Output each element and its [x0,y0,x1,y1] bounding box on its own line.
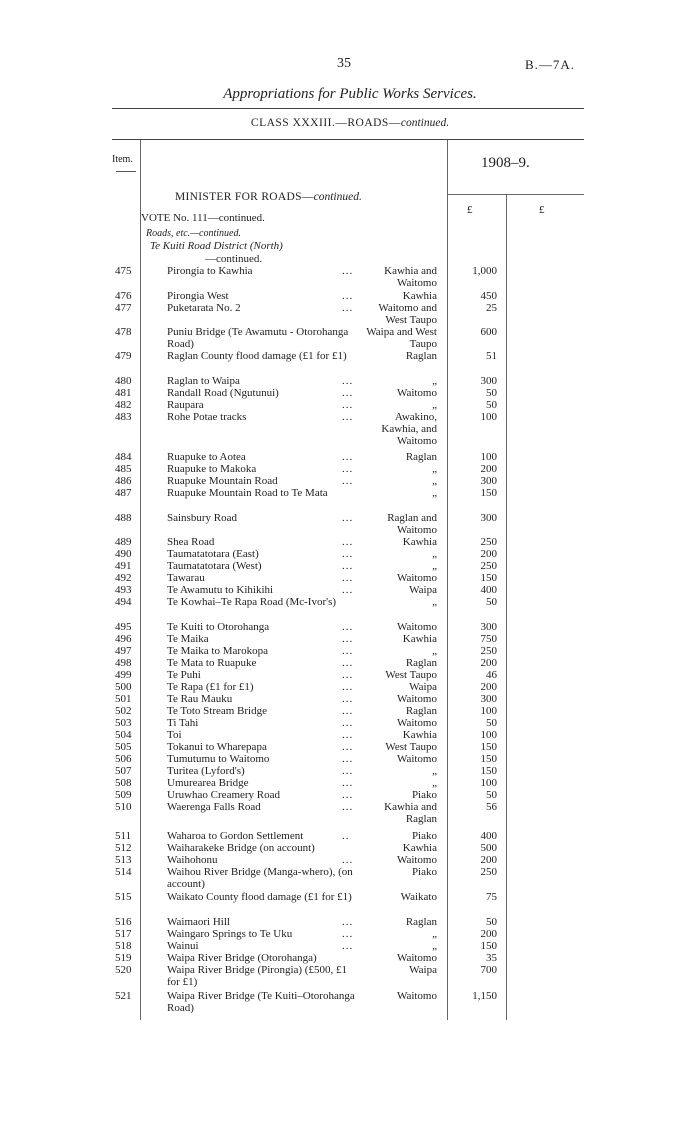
leader-dots: ... [342,572,354,584]
item-number: 486 [115,475,132,487]
road-district: Raglan [405,350,437,362]
road-name: Waiharakeke Bridge (on account) [167,842,315,854]
amount: 500 [480,842,497,854]
road-district: Kawhia and Waitomo [384,265,437,289]
amount: 200 [480,928,497,940]
item-number: 496 [115,633,132,645]
item-number: 521 [115,990,132,1002]
amount: 56 [486,801,497,813]
item-number: 488 [115,512,132,524]
item-number: 509 [115,789,132,801]
road-name: Waharoa to Gordon Settlement [167,830,304,842]
amount-column-divider [506,195,507,1020]
leader-dots: ... [342,717,354,729]
road-district: Waitomo [396,387,437,399]
class-heading-main: CLASS XXXIII.—ROADS— [250,117,401,129]
amount: 100 [480,729,497,741]
amount: 50 [486,916,497,928]
amount: 400 [480,584,497,596]
road-name: Tokanui to Wharepapa [167,741,267,753]
road-name: Raupara [167,399,204,411]
road-district: Waitomo [396,572,437,584]
amount: 200 [480,657,497,669]
road-district: Piako [411,830,437,842]
item-number: 490 [115,548,132,560]
item-number: 477 [115,302,132,314]
roads-subheading: Roads, etc.—continued. [146,228,241,239]
amount: 250 [480,560,497,572]
pound-sign-left: £ [467,204,473,216]
road-district: Waitomo [396,990,437,1002]
leader-dots: ... [342,265,354,277]
road-district: „ [432,940,437,952]
road-name: Te Awamutu to Kihikihi [167,584,274,596]
item-number: 489 [115,536,132,548]
item-number: 480 [115,375,132,387]
road-district: Waipa [409,584,437,596]
leader-dots: ... [342,645,354,657]
road-name: Pirongia to Kawhia [167,265,253,277]
item-number: 499 [115,669,132,681]
item-number: 498 [115,657,132,669]
item-number: 492 [115,572,132,584]
road-name: Te Maika [167,633,209,645]
road-name: Uruwhao Creamery Road [167,789,281,801]
item-number: 515 [115,891,132,903]
title-rule [112,108,584,109]
road-district: „ [432,399,437,411]
item-number: 501 [115,693,132,705]
road-district: Kawhia [402,290,437,302]
item-number: 481 [115,387,132,399]
district-heading-continued: —continued. [205,253,263,265]
road-name: Te Puhi [167,669,201,681]
minister-heading-main: MINISTER FOR ROADS— [175,191,314,203]
road-name: Waimaori Hill [167,916,230,928]
leader-dots: ... [342,375,354,387]
leader-dots: ... [342,475,354,487]
road-name: Puketarata No. 2 [167,302,241,314]
minister-heading-continued: continued. [313,191,362,203]
leader-dots: ... [342,681,354,693]
leader-dots: ... [342,387,354,399]
item-number: 497 [115,645,132,657]
amount: 35 [486,952,497,964]
amount: 150 [480,940,497,952]
road-name: Te Toto Stream Bridge [167,705,267,717]
road-district: „ [432,645,437,657]
road-district: „ [432,487,437,499]
item-number: 476 [115,290,132,302]
road-name: Waingaro Springs to Te Uku [167,928,293,940]
road-district: Waitomo [396,854,437,866]
item-number: 517 [115,928,132,940]
road-name: Wainui [167,940,199,952]
road-district: Waitomo [396,693,437,705]
amount: 400 [480,830,497,842]
amount: 750 [480,633,497,645]
district-heading: Te Kuiti Road District (North) [150,240,283,252]
road-name: Raglan County flood damage (£1 for £1) [167,350,347,362]
road-name: Ruapuke to Aotea [167,451,246,463]
road-district: Piako [411,789,437,801]
leader-dots: ... [342,741,354,753]
road-district: Waitomo [396,621,437,633]
amount: 200 [480,548,497,560]
road-district: Kawhia [402,842,437,854]
leader-dots: .. [342,830,350,842]
document-reference: B.—7A. [525,57,576,72]
amount: 700 [480,964,497,976]
amount: 600 [480,326,497,338]
item-number: 506 [115,753,132,765]
road-district: Raglan [405,451,437,463]
amount: 300 [480,375,497,387]
year-header-rule [447,194,584,195]
leader-dots: ... [342,854,354,866]
leader-dots: ... [342,789,354,801]
item-column-header: Item. [112,154,133,165]
road-district: „ [432,560,437,572]
road-district: „ [432,375,437,387]
leader-dots: ... [342,765,354,777]
road-district: Awakino, Kawhia, and Waitomo [381,411,437,447]
amount: 100 [480,705,497,717]
road-name: Ruapuke Mountain Road [167,475,278,487]
amount: 100 [480,451,497,463]
minister-heading [175,191,362,203]
item-number: 511 [115,830,132,842]
item-number: 500 [115,681,132,693]
road-district: Kawhia [402,633,437,645]
vote-heading: VOTE No. 111—continued. [141,212,265,224]
leader-dots: ... [342,302,354,314]
amount: 75 [486,891,497,903]
leader-dots: ... [342,290,354,302]
amount: 150 [480,487,497,499]
road-district: Waitomo [396,753,437,765]
road-name: Turitea (Lyford's) [167,765,245,777]
leader-dots: ... [342,463,354,475]
amount: 200 [480,463,497,475]
item-number: 518 [115,940,132,952]
road-district: West Taupo [385,741,437,753]
road-district: Kawhia and Raglan [384,801,437,825]
amount: 150 [480,765,497,777]
leader-dots: ... [342,512,354,524]
leader-dots: ... [342,621,354,633]
road-district: Waitomo [396,952,437,964]
class-heading [0,117,700,129]
road-name: Randall Road (Ngutunui) [167,387,279,399]
pound-sign-right: £ [539,204,545,216]
leader-dots: ... [342,729,354,741]
amount: 25 [486,302,497,314]
road-name: Te Rapa (£1 for £1) [167,681,254,693]
item-number: 475 [115,265,132,277]
item-number: 491 [115,560,132,572]
road-name: Waerenga Falls Road [167,801,261,813]
leader-dots: ... [342,560,354,572]
amount: 1,150 [472,990,497,1002]
road-district: Piako [411,866,437,878]
leader-dots: ... [342,928,354,940]
item-number: 512 [115,842,132,854]
item-number: 513 [115,854,132,866]
item-number: 495 [115,621,132,633]
road-district: Waipa [409,681,437,693]
road-district: Waipa and West Taupo [366,326,437,350]
amount: 300 [480,693,497,705]
item-number: 520 [115,964,132,976]
leader-dots: ... [342,657,354,669]
item-number: 514 [115,866,132,878]
road-name: Te Rau Mauku [167,693,233,705]
item-number: 510 [115,801,132,813]
leader-dots: ... [342,753,354,765]
leader-dots: ... [342,633,354,645]
amount: 250 [480,866,497,878]
item-number: 482 [115,399,132,411]
road-district: „ [432,765,437,777]
item-number: 505 [115,741,132,753]
road-district: „ [432,596,437,608]
leader-dots: ... [342,916,354,928]
road-name: Shea Road [167,536,215,548]
leader-dots: ... [342,548,354,560]
item-number: 508 [115,777,132,789]
item-number: 502 [115,705,132,717]
item-number: 483 [115,411,132,423]
item-number: 504 [115,729,132,741]
item-number: 503 [115,717,132,729]
leader-dots: ... [342,584,354,596]
road-name: Waipa River Bridge (Te Kuiti–Otorohanga Road) [167,990,355,1014]
item-number: 478 [115,326,132,338]
page-title: Appropriations for Public Works Services. [223,86,477,102]
amount: 300 [480,621,497,633]
class-heading-continued: continued. [400,117,450,129]
leader-dots: ... [342,705,354,717]
amount: 100 [480,411,497,423]
road-district: „ [432,928,437,940]
amount: 250 [480,645,497,657]
road-name: Te Kowhai–Te Rapa Road (Mc-Ivor's) [167,596,337,608]
leader-dots: ... [342,777,354,789]
amount: 51 [486,350,497,362]
road-district: „ [432,548,437,560]
item-number: 519 [115,952,132,964]
leader-dots: ... [342,801,354,813]
road-name: Rohe Potae tracks [167,411,247,423]
road-name: Waipa River Bridge (Pirongia) (£500, £1 for £1) [167,964,347,988]
road-name: Toi [167,729,182,741]
amount: 450 [480,290,497,302]
amount: 200 [480,854,497,866]
amount: 50 [486,717,497,729]
road-name: Tumutumu to Waitomo [167,753,270,765]
road-district: Waitomo and West Taupo [378,302,437,326]
road-district: West Taupo [385,669,437,681]
road-name: Sainsbury Road [167,512,237,524]
amount: 50 [486,789,497,801]
amount: 50 [486,596,497,608]
district-column-divider [447,140,448,1020]
amount: 150 [480,741,497,753]
road-district: Kawhia [402,536,437,548]
road-name: Ti Tahi [167,717,199,729]
table-top-rule [112,139,584,140]
leader-dots: ... [342,536,354,548]
item-number: 494 [115,596,132,608]
road-district: Raglan [405,705,437,717]
amount: 50 [486,399,497,411]
road-name: Te Mata to Ruapuke [167,657,257,669]
road-district: Kawhia [402,729,437,741]
item-number: 493 [115,584,132,596]
road-name: Ruapuke to Makoka [167,463,257,475]
amount: 150 [480,753,497,765]
road-district: Waipa [409,964,437,976]
road-name: Taumatatotara (West) [167,560,262,572]
item-header-underline [116,171,136,172]
amount: 150 [480,572,497,584]
road-name: Ruapuke Mountain Road to Te Mata [167,487,328,499]
item-number: 484 [115,451,132,463]
road-district: „ [432,777,437,789]
road-name: Tawarau [167,572,205,584]
amount: 300 [480,475,497,487]
page-number: 35 [337,56,351,71]
leader-dots: ... [342,669,354,681]
item-number: 507 [115,765,132,777]
leader-dots: ... [342,399,354,411]
leader-dots: ... [342,693,354,705]
road-name: Umurearea Bridge [167,777,249,789]
amount: 300 [480,512,497,524]
road-name: Raglan to Waipa [167,375,240,387]
road-name: Te Maika to Marokopa [167,645,268,657]
road-name: Waihou River Bridge (Manga-whero), (on account) [167,866,353,890]
road-name: Waihohonu [167,854,218,866]
road-district: „ [432,463,437,475]
road-district: Raglan and Waitomo [387,512,437,536]
leader-dots: ... [342,940,354,952]
road-district: Raglan [405,916,437,928]
leader-dots: ... [342,411,354,423]
item-number: 479 [115,350,132,362]
road-name: Puniu Bridge (Te Awamutu - Otorohanga Road) [167,326,349,350]
road-district: Waitomo [396,717,437,729]
amount: 46 [486,669,497,681]
amount: 50 [486,387,497,399]
road-district: Waikato [400,891,437,903]
item-number: 487 [115,487,132,499]
road-name: Waipa River Bridge (Otorohanga) [167,952,317,964]
amount: 200 [480,681,497,693]
item-number: 485 [115,463,132,475]
road-name: Taumatatotara (East) [167,548,259,560]
amount: 1,000 [472,265,497,277]
amount: 250 [480,536,497,548]
leader-dots: ... [342,451,354,463]
amount: 100 [480,777,497,789]
item-number: 516 [115,916,132,928]
road-name: Pirongia West [167,290,229,302]
road-name: Te Kuiti to Otorohanga [167,621,270,633]
road-district: Raglan [405,657,437,669]
road-name: Waikato County flood damage (£1 for £1) [167,891,352,903]
road-district: „ [432,475,437,487]
year-column-header: 1908–9. [481,155,530,171]
